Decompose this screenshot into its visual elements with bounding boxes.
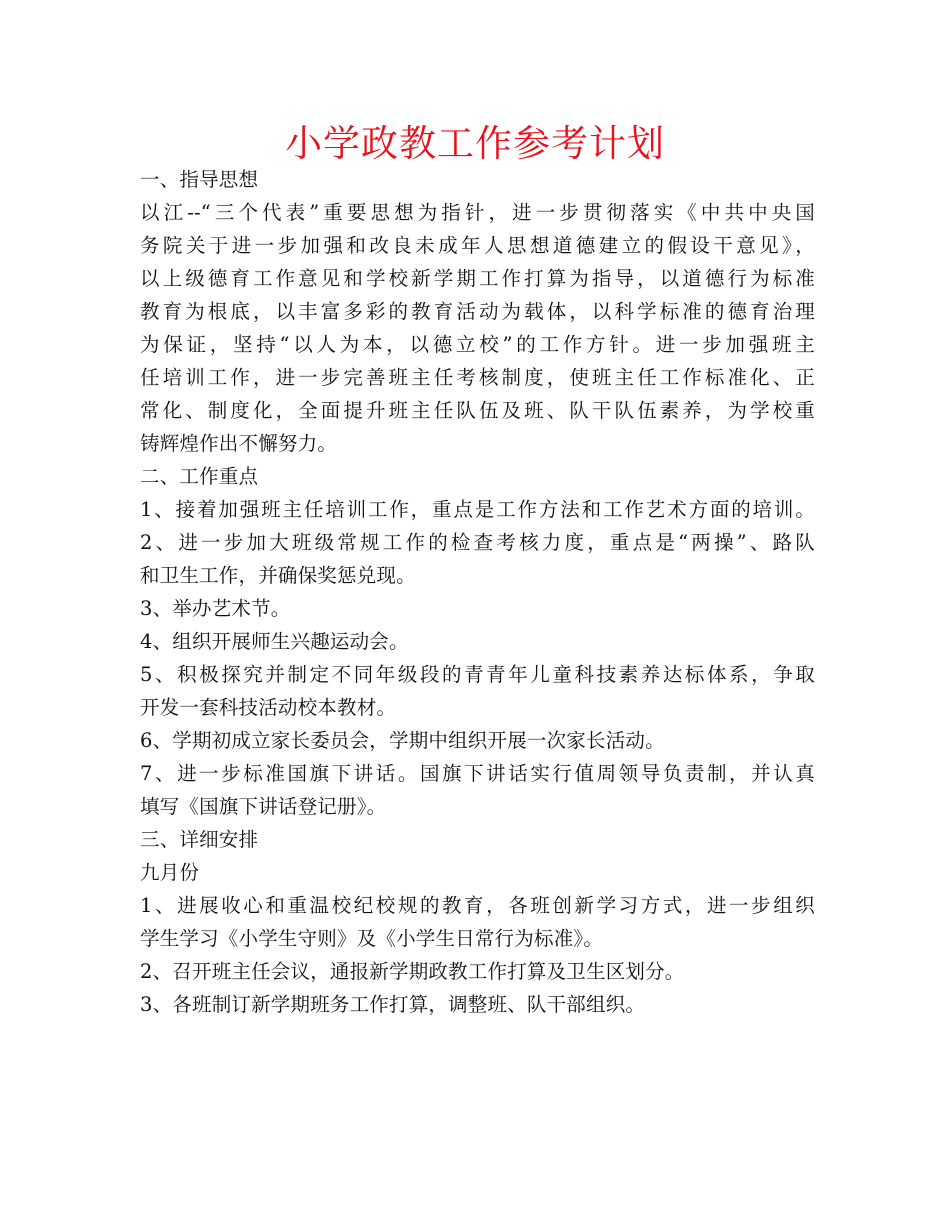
section-heading-detailed-arrangement: 三、详细安排 bbox=[140, 828, 259, 851]
paragraph-line: 务院关于进一步加强和改良未成年人思想道德建立的假设干意见》， bbox=[140, 234, 815, 257]
paragraph-line: 常化、制度化，全面提升班主任队伍及班、队干队伍素养，为学校重 bbox=[140, 399, 815, 422]
list-item-continuation: 学生学习《小学生守则》及《小学生日常行为标准》。 bbox=[140, 927, 604, 950]
list-item-continuation: 和卫生工作，并确保奖惩兑现。 bbox=[140, 564, 416, 587]
list-item: 6、学期初成立家长委员会，学期中组织开展一次家长活动。 bbox=[140, 729, 665, 752]
list-item-continuation: 开发一套科技活动校本教材。 bbox=[140, 696, 397, 719]
month-heading-september: 九月份 bbox=[140, 861, 200, 884]
section-heading-work-focus: 二、工作重点 bbox=[140, 465, 259, 488]
paragraph-line: 以上级德育工作意见和学校新学期工作打算为指导，以道德行为标准 bbox=[140, 267, 815, 290]
list-item: 7、进一步标准国旗下讲话。国旗下讲话实行值周领导负责制，并认真 bbox=[140, 762, 815, 785]
paragraph-line: 以江--“三个代表”重要思想为指针，进一步贯彻落实《中共中央国 bbox=[140, 201, 815, 224]
list-item: 1、进展收心和重温校纪校规的教育，各班创新学习方式，进一步组织 bbox=[140, 894, 815, 917]
paragraph-line: 任培训工作，进一步完善班主任考核制度，使班主任工作标准化、正 bbox=[140, 366, 815, 389]
paragraph-line: 为保证，坚持“以人为本，以德立校”的工作方针。进一步加强班主 bbox=[140, 333, 815, 356]
paragraph-line: 教育为根底，以丰富多彩的教育活动为载体，以科学标准的德育治理 bbox=[140, 300, 815, 323]
document-body bbox=[140, 163, 815, 1021]
section-heading-guiding-ideology: 一、指导思想 bbox=[140, 168, 259, 191]
list-item: 5、积极探究并制定不同年级段的青青年儿童科技素养达标体系，争取 bbox=[140, 663, 815, 686]
list-item: 4、组织开展师生兴趣运动会。 bbox=[140, 630, 409, 653]
list-item: 2、召开班主任会议，通报新学期政教工作打算及卫生区划分。 bbox=[140, 960, 685, 983]
list-item: 2、进一步加大班级常规工作的检查考核力度，重点是“两操”、路队 bbox=[140, 531, 815, 554]
list-item: 1、接着加强班主任培训工作，重点是工作方法和工作艺术方面的培训。 bbox=[140, 498, 815, 521]
list-item: 3、举办艺术节。 bbox=[140, 597, 291, 620]
list-item: 3、各班制订新学期班务工作打算，调整班、队干部组织。 bbox=[140, 993, 646, 1016]
paragraph-line: 铸辉煌作出不懈努力。 bbox=[140, 432, 338, 455]
list-item-continuation: 填写《国旗下讲话登记册》。 bbox=[140, 795, 387, 818]
document-title: 小学政教工作参考计划 bbox=[285, 122, 665, 165]
